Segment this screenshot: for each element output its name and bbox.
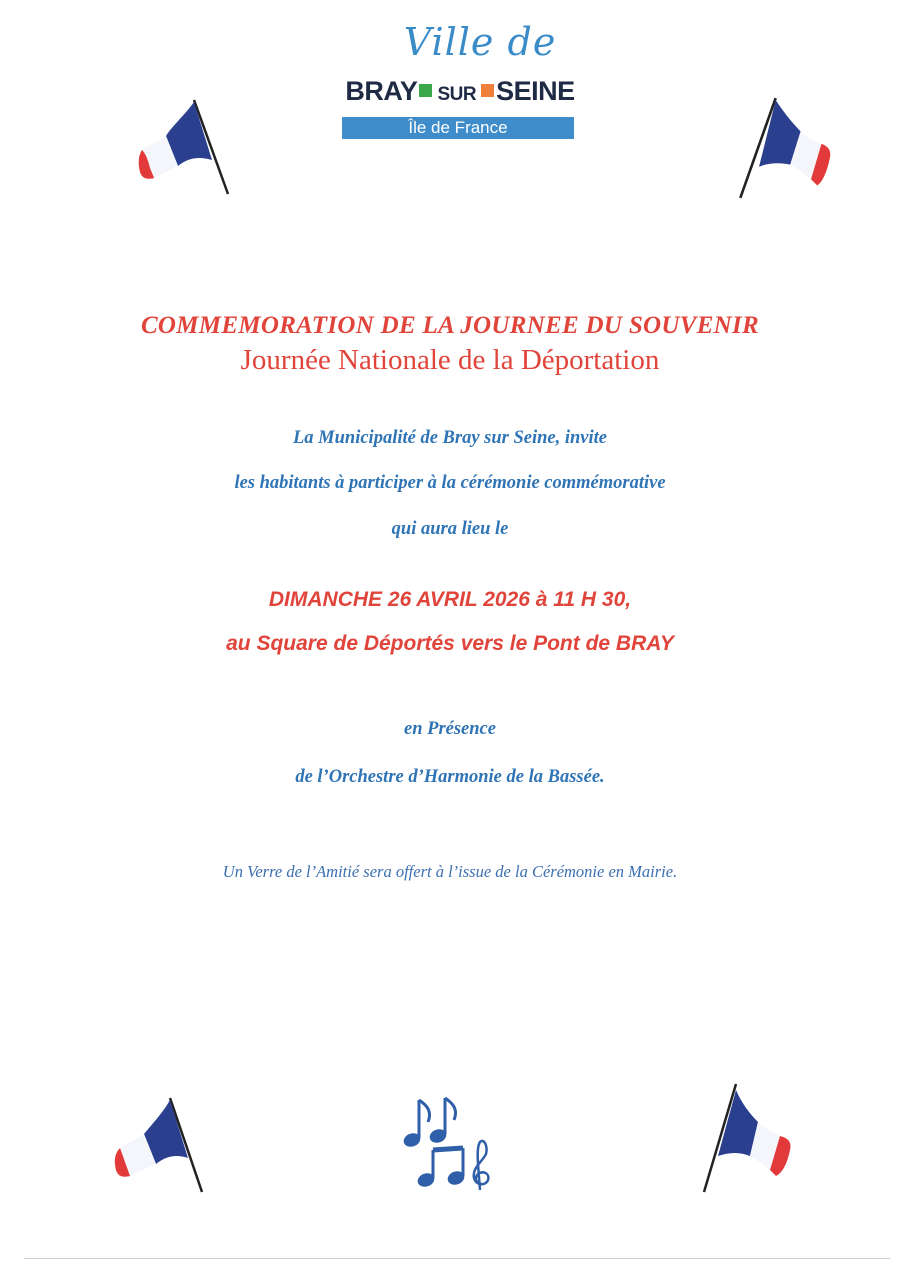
event-date-time: DIMANCHE 26 AVRIL 2026 à 11 H 30, <box>268 588 632 611</box>
french-flag-icon <box>700 1082 800 1194</box>
logo-region-bar: Île de France <box>342 117 574 139</box>
event-location: au Square de Déportés vers le Pont de BRAY <box>226 632 674 655</box>
invitation-line-1: La Municipalité de Bray sur Seine, invite <box>293 428 607 448</box>
presence-line-2: de l’Orchestre d’Harmonie de la Bassée. <box>295 767 605 787</box>
page-bottom-edge <box>24 1258 890 1259</box>
green-square-icon <box>419 84 432 97</box>
french-flag-icon <box>136 98 236 198</box>
logo-script-text: Ville de <box>403 20 557 64</box>
logo-town-part2: SUR <box>437 84 477 105</box>
invitation-line-3: qui aura lieu le <box>391 519 509 539</box>
town-logo <box>340 20 580 144</box>
invitation-line-2: les habitants à participer à la cérémonie commémorative <box>234 473 666 493</box>
logo-town-part3: SEINE <box>496 76 575 106</box>
page-title: COMMEMORATION DE LA JOURNEE DU SOUVENIR <box>140 312 760 339</box>
french-flag-icon <box>112 1094 212 1194</box>
footer-note: Un Verre de l’Amitié sera offert à l’issue de la Cérémonie en Mairie. <box>222 862 678 881</box>
logo-town-part1: BRAY <box>345 76 418 106</box>
presence-line-1: en Présence <box>404 719 496 739</box>
orange-square-icon <box>481 84 494 97</box>
music-notes-icon <box>400 1094 496 1194</box>
french-flag-icon <box>732 96 836 200</box>
logo-town-name <box>340 76 580 107</box>
page-subtitle: Journée Nationale de la Déportation <box>240 344 660 376</box>
